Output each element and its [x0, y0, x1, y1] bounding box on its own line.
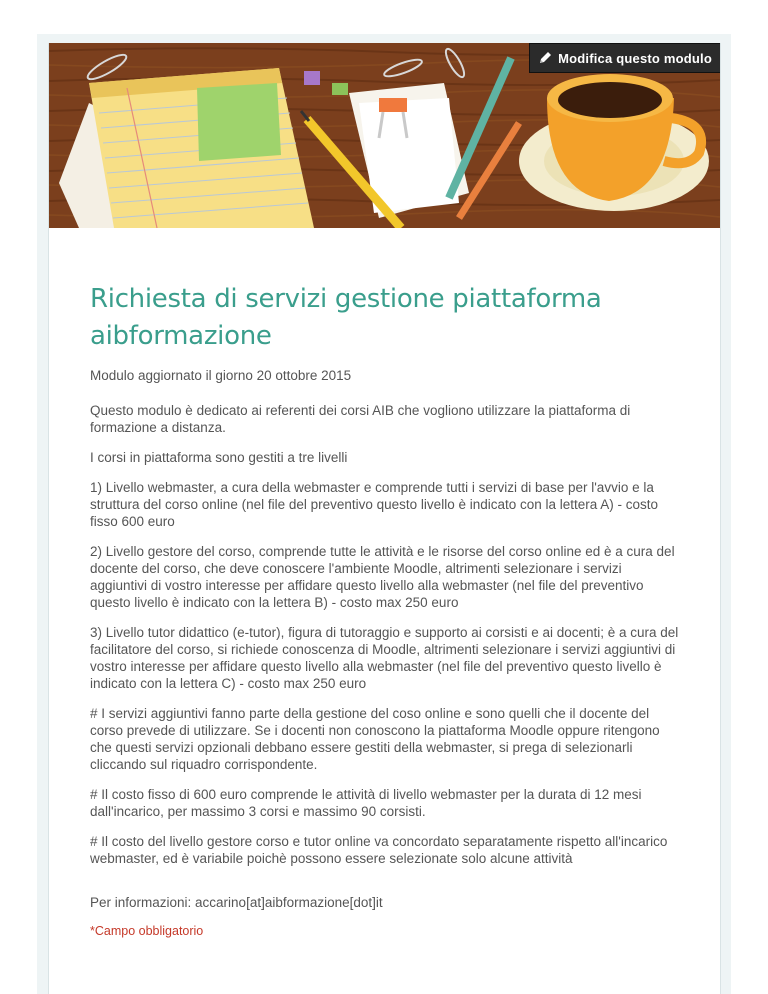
form-title: Richiesta di servizi gestione piattaforma aibformazione [90, 284, 602, 351]
pencil-icon [538, 51, 552, 65]
form-description-paragraph: 1) Livello webmaster, a cura della webmaster e comprende tutti i servizi di base per l'avvio e la struttura del corso online (nel file del preventivo questo livello è indicato con la lettera A) - costo fisso 600 euro [90, 480, 659, 529]
form-description-paragraph: 3) Livello tutor didattico (e-tutor), figura di tutoraggio e supporto ai corsisti e ai docenti; è a cura del facilitatore del corso, si richiede conoscenza di Moodle, altrimenti selezionare i servizi aggiuntivi di vostro interesse per affidare questo livello alla webmaster (nel file del preventivo questo livello è indicato con la lettera C) - costo max 250 euro [90, 625, 679, 691]
form-description-paragraph: 2) Livello gestore del corso, comprende tutte le attività e le risorse del corso online ed è a cura del docente del corso, che deve conoscere l'ambiente Moodle, altrimenti selezionare i servizi aggiuntivi di vostro interesse per affidare questo livello alla webmaster (nel file del preventivo questo livello è indicato con la lettera B) - costo max 250 euro [90, 544, 675, 610]
form-description-paragraph: # Il costo fisso di 600 euro comprende le attività di livello webmaster per la durata di 12 mesi dall'incarico, per massimo 3 corsi e massimo 90 corsisti. [90, 787, 642, 819]
edit-form-button-label: Modifica questo modulo [558, 50, 712, 66]
form-description-paragraph: Questo modulo è dedicato ai referenti dei corsi AIB che vogliono utilizzare la piattaforma di formazione a distanza. [90, 403, 631, 435]
header-banner-image [49, 43, 720, 228]
required-field-note: *Campo obbligatorio [90, 924, 204, 938]
form-updated-date: Modulo aggiornato il giorno 20 ottobre 2015 [90, 368, 352, 383]
form-contact-info: Per informazioni: accarino[at]aibformazione[dot]it [90, 895, 383, 910]
form-content [90, 281, 680, 938]
form-card [48, 43, 721, 994]
edit-form-button[interactable] [529, 43, 720, 73]
page-background [37, 34, 731, 994]
form-description-paragraph: I corsi in piattaforma sono gestiti a tre livelli [90, 450, 348, 465]
form-description-paragraph: # I servizi aggiuntivi fanno parte della gestione del coso online e sono quelli che il docente del corso prevede di utilizzare. Se i docenti non conoscono la piattaforma Moodle oppure ritengono che questi servizi opzionali debbano essere gestiti della webmaster, si prega di selezionarli cliccando sul riquadro corrispondente. [90, 706, 660, 772]
spacer [90, 880, 680, 894]
form-description-paragraph: # Il costo del livello gestore corso e tutor online va concordato separatamente rispetto all'incarico webmaster, ed è variabile poichè possono essere selezionate solo alcune attività [90, 834, 668, 866]
